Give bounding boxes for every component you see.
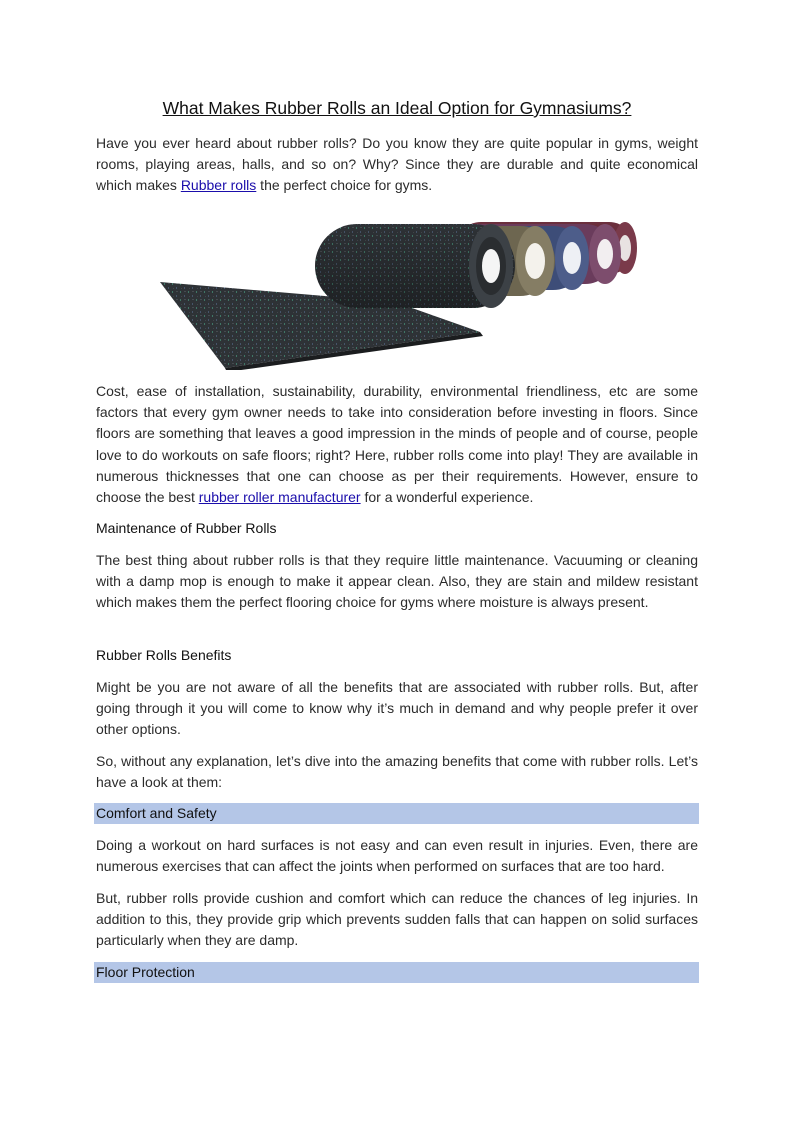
maintenance-paragraph: The best thing about rubber rolls is that they require little maintenance. Vacuuming or cleaning with a damp mop is enough to make it appear clean. Also, they are stain and mildew resistant which makes them the perfect flooring choice for gyms where moisture is always present. <box>96 552 698 611</box>
rubber-rolls-photo <box>155 210 645 370</box>
page-title: What Makes Rubber Rolls an Ideal Option for Gymnasiums? <box>162 98 632 118</box>
maintenance-heading: Maintenance of Rubber Rolls <box>96 520 277 536</box>
benefits-paragraph-1: Might be you are not aware of all the benefits that are associated with rubber rolls. But, after going through it you will come to know why it’s much in demand and why people prefer it over other options. <box>96 679 698 738</box>
rubber-rolls-link[interactable]: Rubber rolls <box>180 177 257 194</box>
intro-paragraph <box>96 133 698 197</box>
para2-text-after: for a wonderful experience. <box>360 489 534 506</box>
installation-paragraph <box>96 381 698 508</box>
intro-text-before: Have you ever heard about rubber rolls? Do you know they are quite popular in gyms, weight rooms, playing areas, halls, and so on? Why? Since they are durable and quite economical which makes <box>96 135 698 194</box>
floor-protection-heading: Floor Protection <box>94 962 699 983</box>
benefits-heading: Rubber Rolls Benefits <box>96 647 232 663</box>
para2-text-before: Cost, ease of installation, sustainability, durability, environmental friendliness, etc are some factors that every gym owner needs to take into consideration before investing in floors. Since floors are something that leaves a good impression in the minds of people and of course, people love to do workouts on safe floors; right? Here, rubber rolls come into play! They are available in numerous thicknesses that one can choose as per their requirements. However, ensure to choose the best <box>96 383 698 506</box>
roll-grey-speckled <box>315 224 515 308</box>
comfort-paragraph-2: But, rubber rolls provide cushion and comfort which can reduce the chances of leg injuries. In addition to this, they provide grip which prevents sudden falls that can happen on solid surfaces particularly when they are damp. <box>96 890 698 949</box>
benefits-paragraph-2: So, without any explanation, let’s dive into the amazing benefits that come with rubber rolls. Let’s have a look at them: <box>96 753 698 791</box>
intro-text-after: the perfect choice for gyms. <box>256 177 433 194</box>
rubber-roller-manufacturer-link[interactable]: rubber roller manufacturer <box>198 489 361 506</box>
comfort-paragraph-1: Doing a workout on hard surfaces is not easy and can even result in injuries. Even, there are numerous exercises that can affect the joints when performed on surfaces that are too hard. <box>96 837 698 875</box>
comfort-safety-heading: Comfort and Safety <box>94 803 699 824</box>
